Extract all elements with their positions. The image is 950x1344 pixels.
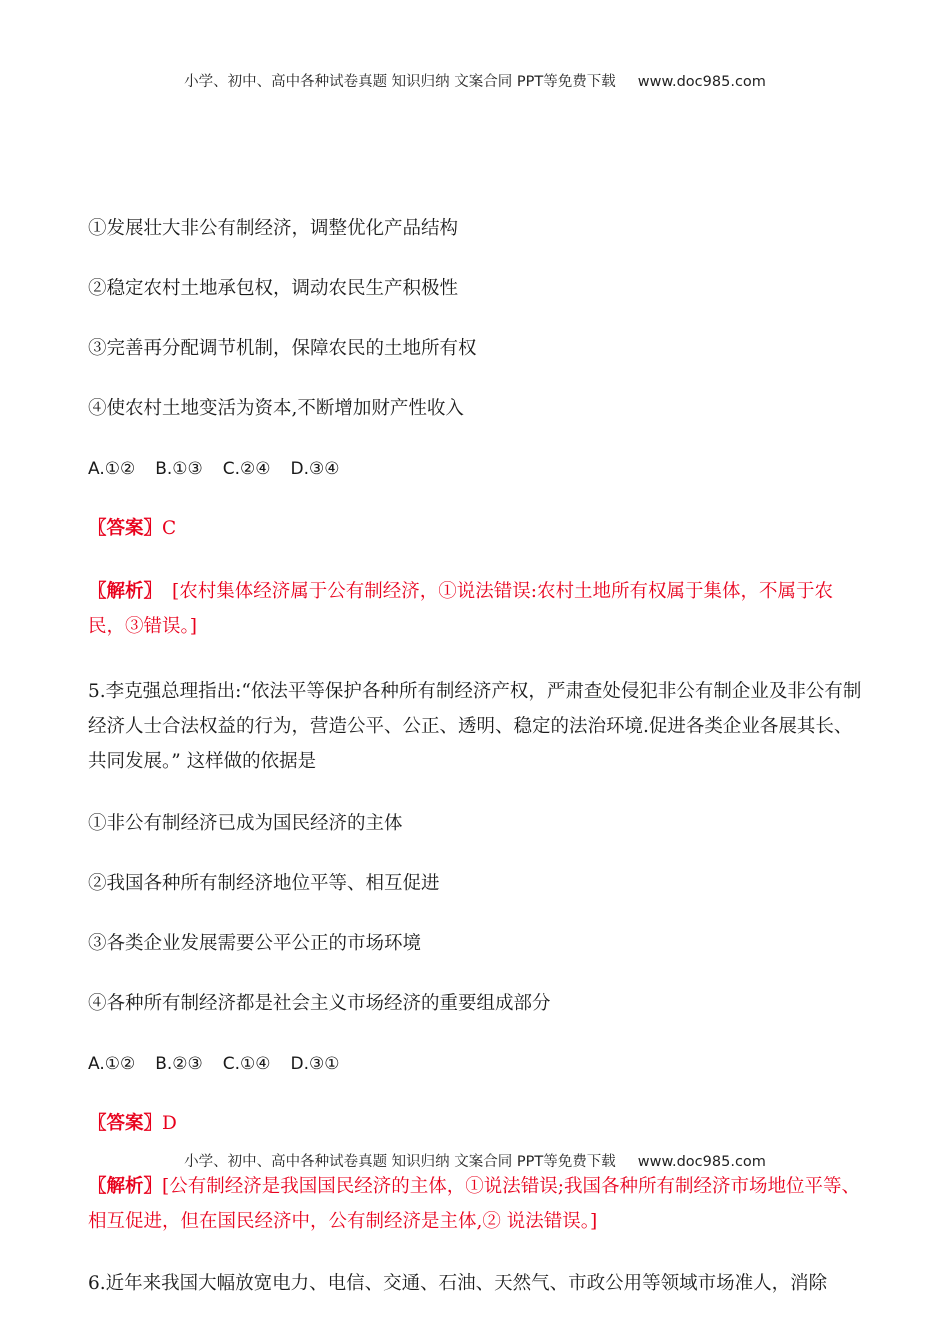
q4-option-b: B.①③ [155, 459, 203, 479]
q5-analysis-text: [公有制经济是我国国民经济的主体，①说法错误;我国各种所有制经济市场地位平等、相互促进，但在国民经济中，公有制经济是主体,② 说法错误。] [88, 1176, 860, 1232]
q4-analysis-text: [农村集体经济属于公有制经济，①说法错误:农村土地所有权属于集体，不属于农民，③错误。] [88, 581, 833, 637]
q5-stem: 5.李克强总理指出:“依法平等保护各种所有制经济产权，严肃查处侵犯非公有制企业及非公有制经济人士合法权益的行为，营造公平、公正、透明、稳定的法治环境.促进各类企业各展其长、共同发展。” 这样做的依据是 [88, 681, 862, 772]
q5-analysis-label: 〖解析〗 [88, 1176, 163, 1197]
header-url[interactable]: www.doc985.com [637, 74, 766, 90]
q4-item-2: ②稳定农村土地承包权，调动农民生产积极性 [88, 278, 459, 299]
q4-option-c: C.②④ [222, 459, 271, 479]
q4-item-3: ③完善再分配调节机制，保障农民的土地所有权 [88, 338, 477, 359]
page-footer [0, 1150, 950, 1171]
q4-answer [88, 514, 864, 544]
q5-item-4: ④各种所有制经济都是社会主义市场经济的重要组成部分 [88, 993, 551, 1014]
q5-analysis [88, 1169, 864, 1239]
q5-answer-label: 〖答案〗 [88, 1113, 163, 1134]
q5-option-b: B.②③ [155, 1054, 203, 1074]
q4-item-1: ①发展壮大非公有制经济，调整优化产品结构 [88, 218, 459, 239]
q6-stem: 6.近年来我国大幅放宽电力、电信、交通、石油、天然气、市政公用等领域市场准人，消除 [88, 1273, 828, 1294]
q5-answer-value: D [162, 1113, 177, 1134]
footer-text: 小学、初中、高中各种试卷真题 知识归纳 文案合同 PPT等免费下载 [184, 1154, 616, 1170]
q5-option-a: A.①② [88, 1054, 136, 1074]
q5-item-3: ③各类企业发展需要公平公正的市场环境 [88, 933, 422, 954]
q5-answer [88, 1109, 864, 1139]
q4-option-a: A.①② [88, 459, 136, 479]
q5-item-1: ①非公有制经济已成为国民经济的主体 [88, 813, 403, 834]
q5-options [88, 1049, 864, 1079]
q4-item-4: ④使农村土地变活为资本,不断增加财产性收入 [88, 398, 464, 419]
q4-analysis-label: 〖解析〗 [88, 581, 163, 602]
q4-option-d: D.③④ [290, 459, 340, 479]
q5-option-d: D.③① [290, 1054, 340, 1074]
header-text: 小学、初中、高中各种试卷真题 知识归纳 文案合同 PPT等免费下载 [184, 74, 616, 90]
q4-options [88, 454, 864, 484]
page-header [0, 70, 950, 91]
q4-answer-label: 〖答案〗 [88, 518, 163, 539]
q4-answer-value: C [162, 518, 177, 539]
footer-url[interactable]: www.doc985.com [637, 1154, 766, 1170]
q4-analysis [88, 574, 864, 644]
q5-option-c: C.①④ [222, 1054, 271, 1074]
q5-item-2: ②我国各种所有制经济地位平等、相互促进 [88, 873, 440, 894]
